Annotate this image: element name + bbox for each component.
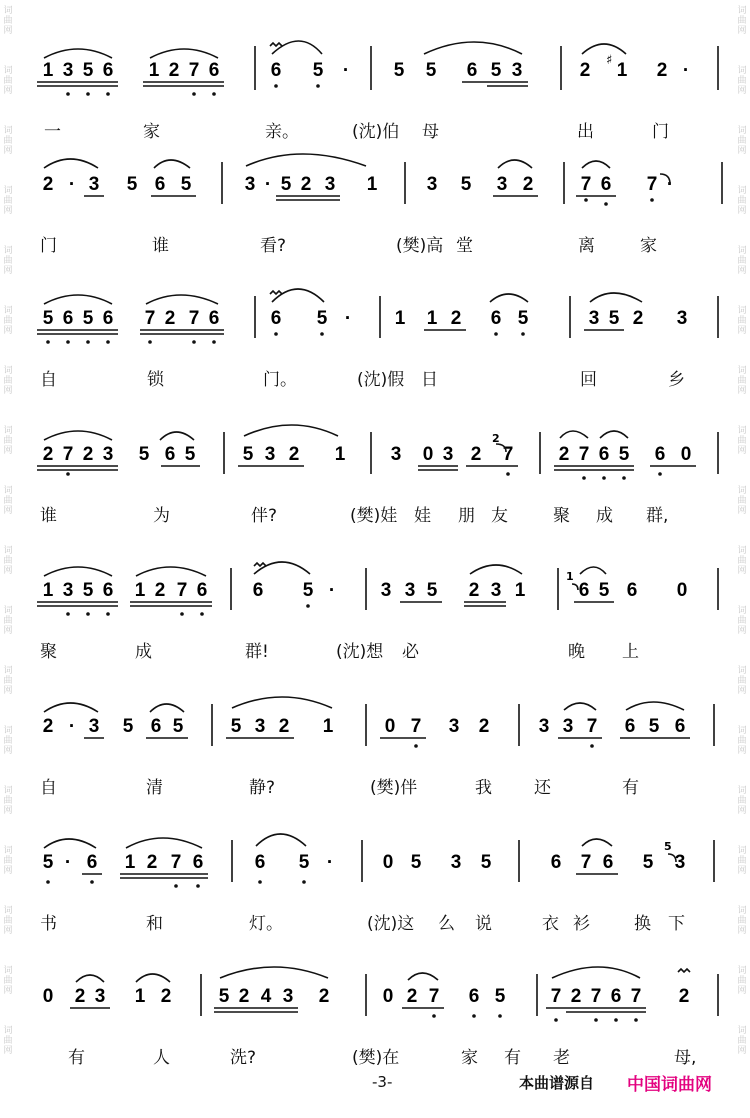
svg-text:3: 3 [62, 580, 74, 601]
svg-text:7: 7 [170, 852, 182, 873]
watermark-mark: 词 曲 网 [3, 966, 13, 996]
svg-text:6: 6 [674, 716, 686, 737]
notation-svg-1 [0, 20, 750, 90]
notation-svg-7 [0, 812, 750, 882]
watermark-mark: 词 曲 网 [3, 486, 13, 516]
svg-text:3: 3 [490, 580, 502, 601]
svg-text:2: 2 [300, 174, 312, 195]
lyric: 衣 [542, 914, 559, 934]
svg-text:3: 3 [674, 852, 686, 873]
svg-text:3: 3 [511, 60, 523, 81]
svg-text:5: 5 [242, 444, 254, 465]
lyric: 洗? [230, 1048, 257, 1068]
lyric: 乡 [668, 370, 685, 390]
svg-text:6: 6 [654, 444, 666, 465]
svg-text:6: 6 [150, 716, 162, 737]
svg-text:6: 6 [102, 60, 114, 81]
svg-text:5: 5 [517, 308, 529, 329]
svg-text:♯: ♯ [606, 53, 613, 68]
svg-text:5: 5 [480, 852, 492, 873]
svg-text:6: 6 [468, 986, 480, 1007]
svg-text:3: 3 [254, 716, 266, 737]
lyric: (沈)这 [367, 914, 415, 934]
svg-text:2: 2 [318, 986, 330, 1007]
svg-text:0: 0 [384, 716, 396, 737]
watermark-mark: 词 曲 网 [3, 306, 13, 336]
svg-text:3: 3 [390, 444, 402, 465]
lyric: 成 [135, 642, 152, 662]
svg-text:6: 6 [466, 60, 478, 81]
svg-text:·: · [68, 174, 76, 195]
svg-text:7: 7 [586, 716, 598, 737]
lyric: 聚 [40, 642, 57, 662]
svg-text:0: 0 [382, 852, 394, 873]
svg-text:6: 6 [196, 580, 208, 601]
svg-text:5: 5 [280, 174, 292, 195]
svg-text:3: 3 [94, 986, 106, 1007]
lyric: 谁 [152, 236, 169, 256]
svg-text:2: 2 [632, 308, 644, 329]
svg-text:6: 6 [252, 580, 264, 601]
svg-text:3: 3 [62, 60, 74, 81]
score-line-3 [0, 268, 750, 406]
svg-text:0: 0 [42, 986, 54, 1007]
lyric: 为 [153, 506, 170, 526]
watermark-mark: 词 曲 网 [737, 426, 747, 456]
svg-text:7: 7 [410, 716, 422, 737]
svg-text:6: 6 [102, 308, 114, 329]
svg-text:6: 6 [102, 580, 114, 601]
svg-text:1: 1 [566, 570, 574, 583]
svg-text:5: 5 [42, 308, 54, 329]
svg-text:7: 7 [62, 444, 74, 465]
watermark-mark: 词 曲 网 [737, 486, 747, 516]
svg-text:1: 1 [322, 716, 334, 737]
svg-text:·: · [682, 60, 690, 81]
lyric: 母, [674, 1048, 697, 1068]
watermark-mark: 词 曲 网 [737, 846, 747, 876]
brand-link[interactable]: 中国词曲网 [627, 1075, 712, 1095]
svg-text:2: 2 [74, 986, 86, 1007]
svg-text:·: · [328, 580, 336, 601]
lyric: 门 [652, 122, 669, 142]
lyric: 一 [44, 122, 61, 142]
svg-text:6: 6 [626, 580, 638, 601]
lyric: (樊)娃 [350, 506, 398, 526]
svg-text:2: 2 [82, 444, 94, 465]
lyric: 么 [438, 914, 455, 934]
svg-text:7: 7 [580, 852, 592, 873]
svg-text:5: 5 [460, 174, 472, 195]
lyric: 家 [461, 1048, 478, 1068]
watermark-mark: 词 曲 网 [3, 546, 13, 576]
page-number: -3- [372, 1073, 393, 1091]
watermark-mark: 词 曲 网 [737, 606, 747, 636]
svg-text:6: 6 [598, 444, 610, 465]
svg-text:2: 2 [288, 444, 300, 465]
svg-text:6: 6 [86, 852, 98, 873]
svg-text:3: 3 [442, 444, 454, 465]
svg-text:5: 5 [664, 840, 672, 853]
watermark-mark: 词 曲 网 [737, 666, 747, 696]
svg-text:5: 5 [494, 986, 506, 1007]
svg-text:5: 5 [316, 308, 328, 329]
svg-text:6: 6 [62, 308, 74, 329]
svg-text:3: 3 [676, 308, 688, 329]
lyric: 有 [504, 1048, 521, 1068]
svg-text:5: 5 [642, 852, 654, 873]
watermark-mark: 词 曲 网 [3, 786, 13, 816]
lyric: 晚 [568, 642, 585, 662]
notation-line-7 [0, 812, 750, 872]
svg-text:2: 2 [558, 444, 570, 465]
svg-text:1: 1 [514, 580, 526, 601]
svg-text:5: 5 [490, 60, 502, 81]
svg-text:·: · [666, 174, 674, 195]
watermark-mark: 词 曲 网 [737, 246, 747, 276]
svg-text:2: 2 [478, 716, 490, 737]
lyric: 出 [577, 122, 594, 142]
svg-text:3: 3 [88, 174, 100, 195]
notation-svg-5 [0, 540, 750, 610]
watermark-mark: 词 曲 网 [3, 186, 13, 216]
lyric: 有 [622, 778, 639, 798]
svg-text:6: 6 [208, 60, 220, 81]
svg-text:3: 3 [426, 174, 438, 195]
source-label: 本曲谱源自 [519, 1074, 595, 1092]
notation-line-5 [0, 540, 750, 600]
svg-text:5: 5 [618, 444, 630, 465]
watermark-mark: 词 曲 网 [3, 846, 13, 876]
svg-text:·: · [344, 308, 352, 329]
score-line-2 [0, 134, 750, 272]
svg-text:5: 5 [180, 174, 192, 195]
svg-text:·: · [342, 60, 350, 81]
watermark-mark: 词 曲 网 [737, 726, 747, 756]
svg-text:7: 7 [550, 986, 562, 1007]
svg-text:2: 2 [164, 308, 176, 329]
watermark-mark: 词 曲 网 [3, 606, 13, 636]
svg-text:7: 7 [590, 986, 602, 1007]
score-line-5 [0, 540, 750, 678]
lyric: 成 [596, 506, 613, 526]
svg-text:6: 6 [602, 852, 614, 873]
lyric: 书 [40, 914, 57, 934]
notation-line-2 [0, 134, 750, 194]
lyric: 人 [153, 1048, 170, 1068]
svg-text:1: 1 [42, 60, 54, 81]
lyric: 群! [245, 642, 269, 662]
lyric: 有 [68, 1048, 85, 1068]
lyric: 日 [421, 370, 438, 390]
lyric: 衫 [573, 914, 590, 934]
watermark-mark: 词 曲 网 [3, 1026, 13, 1056]
svg-text:2: 2 [160, 986, 172, 1007]
lyric: 老 [553, 1048, 570, 1068]
svg-text:3: 3 [496, 174, 508, 195]
svg-text:5: 5 [302, 580, 314, 601]
svg-text:2: 2 [579, 60, 591, 81]
svg-text:5: 5 [608, 308, 620, 329]
svg-text:5: 5 [230, 716, 242, 737]
svg-text:5: 5 [138, 444, 150, 465]
lyric: 还 [534, 778, 551, 798]
svg-text:1: 1 [366, 174, 378, 195]
lyric: 自 [40, 370, 57, 390]
svg-text:2: 2 [42, 716, 54, 737]
svg-text:6: 6 [154, 174, 166, 195]
svg-text:6: 6 [192, 852, 204, 873]
svg-text:6: 6 [578, 580, 590, 601]
notation-line-6 [0, 676, 750, 736]
svg-text:7: 7 [144, 308, 156, 329]
svg-text:6: 6 [270, 60, 282, 81]
svg-text:3: 3 [102, 444, 114, 465]
watermark-mark: 词 曲 网 [3, 126, 13, 156]
notation-line-3 [0, 268, 750, 328]
svg-text:5: 5 [426, 580, 438, 601]
svg-text:3: 3 [282, 986, 294, 1007]
svg-text:7: 7 [578, 444, 590, 465]
svg-text:2: 2 [154, 580, 166, 601]
svg-text:3: 3 [588, 308, 600, 329]
svg-text:6: 6 [254, 852, 266, 873]
svg-text:6: 6 [490, 308, 502, 329]
score-line-8 [0, 946, 750, 1084]
svg-text:6: 6 [164, 444, 176, 465]
watermark-mark: 词 曲 网 [737, 6, 747, 36]
svg-text:5: 5 [82, 60, 94, 81]
svg-text:·: · [326, 852, 334, 873]
svg-text:5: 5 [598, 580, 610, 601]
svg-text:1: 1 [148, 60, 160, 81]
lyric: 上 [622, 642, 639, 662]
svg-text:5: 5 [218, 986, 230, 1007]
lyric: 堂 [456, 236, 473, 256]
watermark-mark: 词 曲 网 [737, 186, 747, 216]
lyric: (樊)在 [352, 1048, 400, 1068]
lyric: 伴? [251, 506, 278, 526]
lyric: (沈)假 [357, 370, 405, 390]
lyric: (沈)伯 [352, 122, 400, 142]
watermark-mark: 词 曲 网 [737, 126, 747, 156]
watermark-mark: 词 曲 网 [737, 966, 747, 996]
watermark-mark: 词 曲 网 [737, 66, 747, 96]
notation-line-8 [0, 946, 750, 1006]
svg-text:1: 1 [134, 986, 146, 1007]
watermark-mark: 词 曲 网 [3, 366, 13, 396]
lyric: 亲。 [265, 122, 299, 142]
svg-text:1: 1 [616, 60, 628, 81]
svg-text:5: 5 [122, 716, 134, 737]
svg-text:5: 5 [410, 852, 422, 873]
lyric: 朋 [458, 506, 475, 526]
lyric: 说 [475, 914, 492, 934]
svg-text:1: 1 [426, 308, 438, 329]
svg-text:5: 5 [425, 60, 437, 81]
lyric: (樊)高 [396, 236, 444, 256]
svg-text:2: 2 [278, 716, 290, 737]
svg-text:3: 3 [562, 716, 574, 737]
svg-text:2: 2 [168, 60, 180, 81]
svg-text:2: 2 [522, 174, 534, 195]
svg-text:5: 5 [82, 308, 94, 329]
svg-text:1: 1 [42, 580, 54, 601]
watermark-mark: 词 曲 网 [737, 366, 747, 396]
notation-line-1 [0, 20, 750, 80]
lyric: 和 [146, 914, 163, 934]
lyric: 灯。 [249, 914, 283, 934]
svg-text:5: 5 [393, 60, 405, 81]
lyric: 下 [668, 914, 685, 934]
lyric: 必 [402, 642, 419, 662]
watermark-mark: 词 曲 网 [737, 786, 747, 816]
lyric: 娃 [414, 506, 431, 526]
svg-text:5: 5 [126, 174, 138, 195]
lyric: 群, [646, 506, 669, 526]
notation-line-4 [0, 404, 750, 464]
watermark-mark: 词 曲 网 [737, 546, 747, 576]
lyric: 自 [40, 778, 57, 798]
notation-svg-3 [0, 268, 750, 338]
lyric: 谁 [40, 506, 57, 526]
notation-svg-6 [0, 676, 750, 746]
svg-text:1: 1 [334, 444, 346, 465]
svg-text:0: 0 [676, 580, 688, 601]
svg-text:3: 3 [404, 580, 416, 601]
svg-text:6: 6 [610, 986, 622, 1007]
lyric: 母 [422, 122, 439, 142]
svg-text:7: 7 [502, 444, 514, 465]
notation-svg-2 [0, 134, 750, 204]
svg-text:2: 2 [570, 986, 582, 1007]
svg-text:6: 6 [270, 308, 282, 329]
watermark-mark: 词 曲 网 [3, 906, 13, 936]
svg-text:3: 3 [448, 716, 460, 737]
svg-text:7: 7 [176, 580, 188, 601]
lyric: 门。 [263, 370, 297, 390]
svg-text:6: 6 [550, 852, 562, 873]
svg-text:2: 2 [406, 986, 418, 1007]
svg-text:5: 5 [312, 60, 324, 81]
score-line-6 [0, 676, 750, 814]
lyric: 聚 [553, 506, 570, 526]
svg-text:5: 5 [172, 716, 184, 737]
svg-text:2: 2 [238, 986, 250, 1007]
svg-text:5: 5 [82, 580, 94, 601]
lyric: 锁 [147, 370, 164, 390]
svg-text:3: 3 [88, 716, 100, 737]
watermark-mark: 词 曲 网 [3, 726, 13, 756]
watermark-mark: 词 曲 网 [737, 906, 747, 936]
svg-text:7: 7 [630, 986, 642, 1007]
svg-text:3: 3 [380, 580, 392, 601]
watermark-mark: 词 曲 网 [3, 426, 13, 456]
watermark-mark: 词 曲 网 [3, 246, 13, 276]
svg-text:·: · [68, 716, 76, 737]
notation-svg-8 [0, 946, 750, 1016]
svg-text:7: 7 [646, 174, 658, 195]
notation-svg-4 [0, 404, 750, 474]
lyric: 家 [143, 122, 160, 142]
lyric: 友 [491, 506, 508, 526]
lyric: 我 [475, 778, 492, 798]
svg-text:7: 7 [188, 60, 200, 81]
watermark-mark: 词 曲 网 [3, 66, 13, 96]
svg-text:5: 5 [42, 852, 54, 873]
lyric: 看? [260, 236, 287, 256]
svg-text:·: · [264, 174, 272, 195]
svg-text:2: 2 [42, 444, 54, 465]
svg-text:2: 2 [468, 580, 480, 601]
svg-text:0: 0 [422, 444, 434, 465]
svg-text:1: 1 [394, 308, 406, 329]
watermark-mark: 词 曲 网 [3, 6, 13, 36]
svg-text:2: 2 [678, 986, 690, 1007]
svg-text:·: · [64, 852, 72, 873]
watermark-mark: 词 曲 网 [737, 306, 747, 336]
watermark-mark: 词 曲 网 [3, 666, 13, 696]
lyric: 家 [640, 236, 657, 256]
svg-text:7: 7 [580, 174, 592, 195]
svg-text:1: 1 [124, 852, 136, 873]
svg-text:3: 3 [324, 174, 336, 195]
svg-text:7: 7 [428, 986, 440, 1007]
svg-text:5: 5 [184, 444, 196, 465]
svg-text:2: 2 [492, 432, 500, 445]
lyric: 回 [580, 370, 597, 390]
lyric: 换 [634, 914, 651, 934]
svg-text:2: 2 [656, 60, 668, 81]
lyric: 清 [146, 778, 163, 798]
svg-text:3: 3 [538, 716, 550, 737]
svg-text:6: 6 [600, 174, 612, 195]
svg-text:3: 3 [264, 444, 276, 465]
svg-text:4: 4 [260, 986, 272, 1007]
lyric: 离 [578, 236, 595, 256]
svg-text:0: 0 [680, 444, 692, 465]
svg-text:3: 3 [450, 852, 462, 873]
svg-text:5: 5 [298, 852, 310, 873]
score-line-7 [0, 812, 750, 950]
svg-text:2: 2 [470, 444, 482, 465]
lyric: 门 [40, 236, 57, 256]
svg-text:3: 3 [244, 174, 256, 195]
watermark-mark: 词 曲 网 [737, 1026, 747, 1056]
lyric: (樊)伴 [370, 778, 418, 798]
score-line-4 [0, 404, 750, 542]
svg-text:0: 0 [382, 986, 394, 1007]
svg-text:7: 7 [188, 308, 200, 329]
svg-text:2: 2 [450, 308, 462, 329]
svg-text:2: 2 [146, 852, 158, 873]
svg-text:5: 5 [648, 716, 660, 737]
svg-text:6: 6 [208, 308, 220, 329]
svg-text:6: 6 [624, 716, 636, 737]
lyric: 静? [249, 778, 276, 798]
lyric: (沈)想 [336, 642, 384, 662]
svg-text:1: 1 [134, 580, 146, 601]
svg-text:2: 2 [42, 174, 54, 195]
